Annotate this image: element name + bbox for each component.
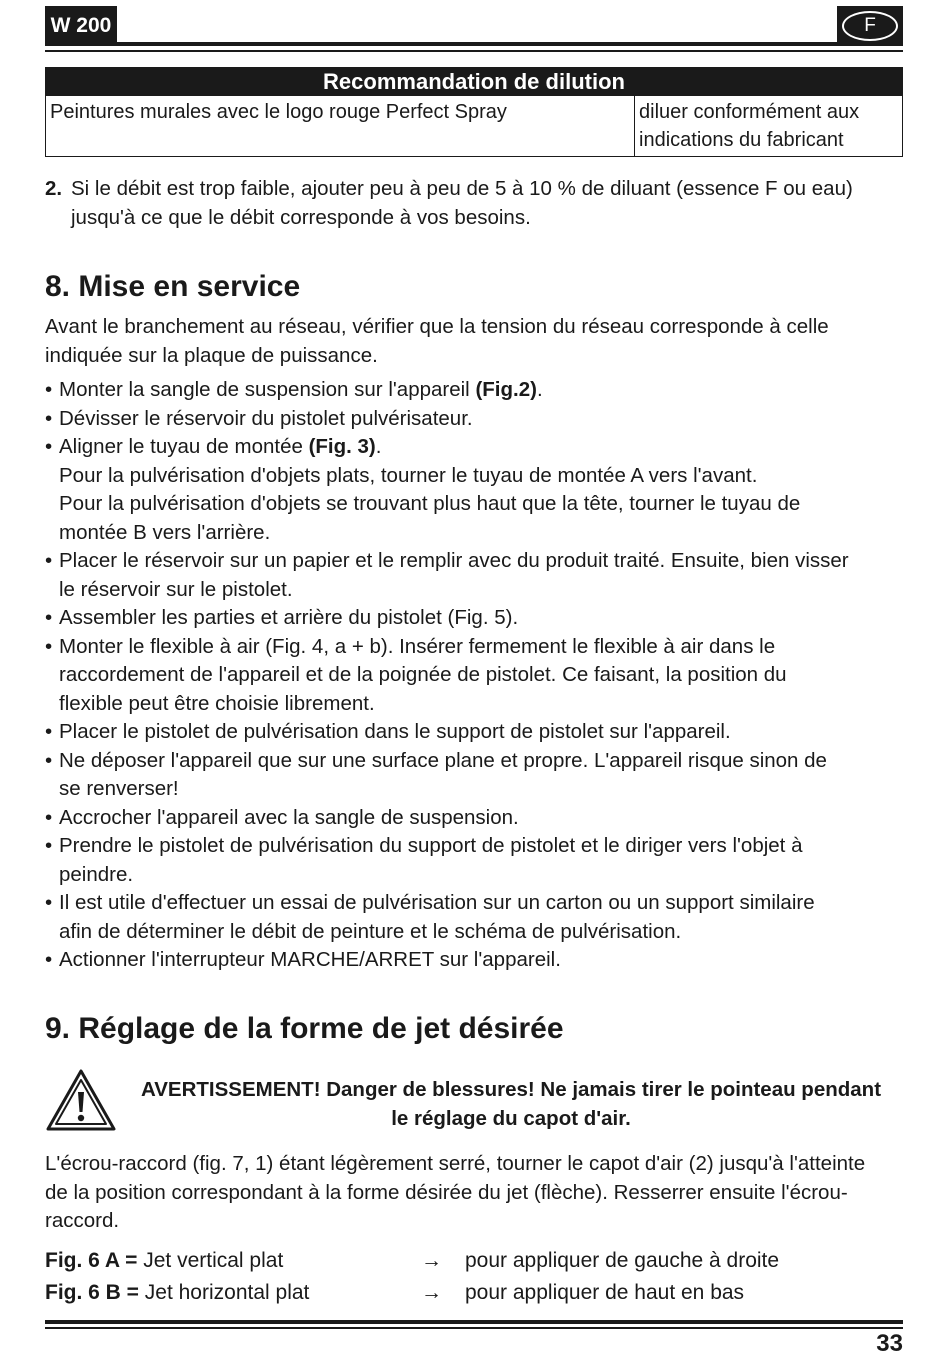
list-item-text: Placer le réservoir sur un papier et le remplir avec du produit traité. Ensuite, bien visser [59, 549, 849, 572]
page-number: 33 [876, 1330, 903, 1357]
fig-6b-label: Fig. 6 B = [45, 1281, 139, 1304]
bullet-icon: • [45, 549, 53, 572]
table-row [46, 96, 902, 156]
list-item [45, 832, 907, 889]
fig-6a-use: pour appliquer de gauche à droite [465, 1249, 780, 1272]
list-item-text: Ne déposer l'appareil que sur une surface plane et propre. L'appareil risque sinon de [59, 748, 827, 772]
list-item-text: montée B vers l'arrière. [59, 520, 271, 544]
warning-message: AVERTISSEMENT! Danger de blessures! Ne jamais tirer le pointeau pendant le réglage du capot d'air. [140, 1078, 882, 1130]
bullet-icon: • [45, 805, 53, 829]
list-item [45, 747, 907, 804]
bullet-icon: • [45, 891, 53, 914]
bullet-icon: • [45, 406, 53, 430]
section-8-title: 8. Mise en service [45, 270, 301, 303]
fig-6b-desc: Jet horizontal plat [138, 1281, 310, 1304]
list-item [45, 462, 907, 491]
footer-rule-thin [45, 1327, 903, 1329]
list-item [45, 547, 907, 604]
list-item-text: Aligner le tuyau de montée (Fig. 3). [59, 435, 382, 458]
model-label: W 200 [45, 6, 117, 46]
fig-6b-use: pour appliquer de haut en bas [465, 1281, 745, 1304]
language-badge [837, 6, 903, 46]
bullet-icon: • [45, 435, 53, 458]
table-cell-product: Peintures murales avec le logo rouge Perfect Spray [46, 96, 635, 156]
list-item-text: se renverser! [59, 777, 179, 800]
dilution-table [45, 67, 903, 157]
list-item [45, 490, 907, 547]
arrow-right-icon: → [421, 1281, 442, 1304]
list-item-text: Monter le flexible à air (Fig. 4, a + b). Insérer fermement le flexible à air dans le [59, 634, 776, 658]
list-item-text: flexible peut être choisie librement. [59, 691, 375, 715]
warning-triangle-icon [45, 1068, 117, 1132]
instruction-list [45, 376, 907, 975]
list-item [45, 946, 907, 975]
list-item-text: Dévisser le réservoir du pistolet pulvérisateur. [59, 406, 473, 430]
list-item-text: Placer le pistolet de pulvérisation dans le support de pistolet sur l'appareil. [59, 720, 731, 743]
figure-reference: (Fig.2) [475, 378, 537, 401]
bullet-icon: • [45, 634, 53, 658]
language-code: F [842, 11, 898, 41]
header-rule-thin [45, 50, 903, 52]
list-item [45, 433, 907, 462]
step-2: 2. Si le débit est trop faible, ajouter peu à peu de 5 à 10 % de diluant (essence F ou eau) jusqu'à ce que le débit corresponde à vos besoins. [45, 177, 853, 229]
list-item-text: peindre. [59, 862, 134, 886]
list-item [45, 633, 907, 719]
list-item-text: Monter la sangle de suspension sur l'appareil (Fig.2). [59, 378, 543, 401]
bullet-icon: • [45, 748, 53, 772]
section-9-title: 9. Réglage de la forme de jet désirée [45, 1012, 564, 1045]
list-item-text: afin de déterminer le débit de peinture et le schéma de pulvérisation. [59, 919, 682, 943]
header-rule [117, 42, 837, 46]
list-item-text: Actionner l'interrupteur MARCHE/ARRET sur l'appareil. [59, 948, 561, 971]
footer-rule [45, 1320, 903, 1324]
list-item-text: Assembler les parties et arrière du pistolet (Fig. 5). [59, 606, 519, 629]
list-item-text: Pour la pulvérisation d'objets se trouvant plus haut que la tête, tourner le tuyau de [59, 492, 801, 515]
figure-reference: (Fig. 3) [308, 435, 376, 458]
list-item [45, 718, 907, 747]
section-9-paragraph: L'écrou-raccord (fig. 7, 1) étant légèrement serré, tourner le capot d'air (2) jusqu'à l'atteinte de la position correspondant à la forme désirée du jet (flèche). Resserrer ensuite l'écrou- raccord. [45, 1152, 866, 1232]
list-item [45, 405, 907, 434]
list-item [45, 376, 907, 405]
list-item-text: le réservoir sur le pistolet. [59, 577, 293, 601]
arrow-right-icon: → [421, 1249, 442, 1272]
bullet-icon: • [45, 606, 53, 629]
bullet-icon: • [45, 834, 53, 857]
section-8-intro: Avant le branchement au réseau, vérifier que la tension du réseau corresponde à celle indiquée sur la plaque de puissance. [45, 315, 829, 367]
list-item-text: Accrocher l'appareil avec la sangle de suspension. [59, 805, 519, 829]
dilution-table-heading: Recommandation de dilution [46, 68, 902, 96]
list-item-text: Pour la pulvérisation d'objets plats, tourner le tuyau de montée A vers l'avant. [59, 463, 758, 487]
fig-6a-desc: Jet vertical plat [137, 1249, 284, 1272]
list-item-text: Il est utile d'effectuer un essai de pulvérisation sur un carton ou un support similaire [59, 891, 815, 914]
bullet-icon: • [45, 378, 53, 401]
list-item [45, 804, 907, 833]
list-item-text: Prendre le pistolet de pulvérisation du support de pistolet et le diriger vers l'objet à [59, 834, 803, 857]
list-item [45, 889, 907, 946]
list-item [45, 604, 907, 633]
step-number: 2. [45, 177, 63, 200]
list-item-text: raccordement de l'appareil et de la poignée de pistolet. Ce faisant, la position du [59, 663, 787, 686]
fig-6a-label: Fig. 6 A = [45, 1249, 138, 1272]
bullet-icon: • [45, 948, 53, 971]
bullet-icon: • [45, 720, 53, 743]
table-cell-instruction: diluer conformément aux indications du fabricant [639, 101, 860, 151]
